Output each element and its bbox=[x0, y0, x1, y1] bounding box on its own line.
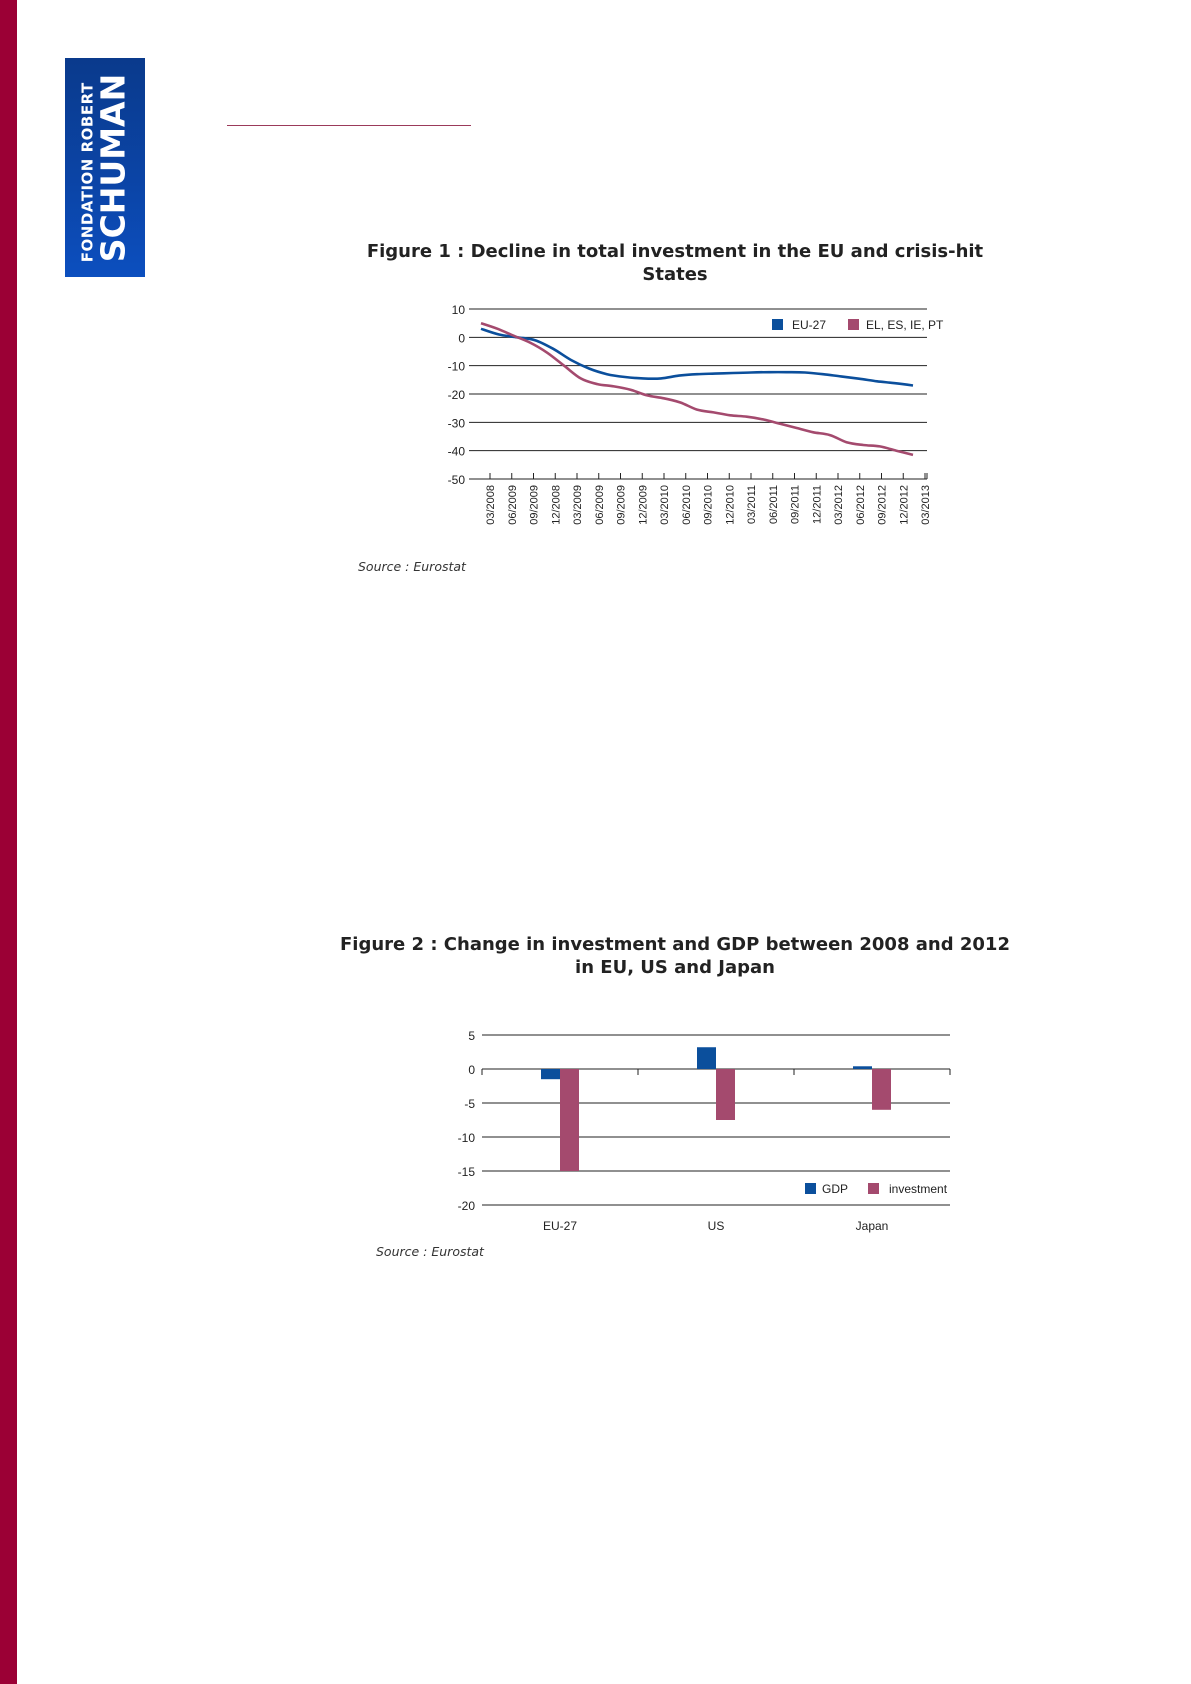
fig2-y-tick-label: -15 bbox=[457, 1165, 475, 1179]
figure-2-source: Source : Eurostat bbox=[376, 1244, 484, 1259]
fig1-x-tick-label: 12/2008 bbox=[550, 485, 563, 525]
fig1-x-tick-label: 03/2010 bbox=[659, 485, 671, 525]
fig1-x-tick-label: 03/2013 bbox=[920, 485, 932, 525]
fig2-bar-investment-eu-27 bbox=[560, 1069, 579, 1171]
figure-1-source: Source : Eurostat bbox=[358, 559, 466, 574]
fig2-y-tick-label: -10 bbox=[457, 1131, 475, 1145]
fig1-x-tick-label: 06/2009 bbox=[506, 485, 519, 525]
fig2-bar-gdp-japan bbox=[853, 1066, 872, 1069]
fig1-x-tick-label: 03/2012 bbox=[833, 485, 845, 525]
fig1-x-tick-label: 12/2011 bbox=[811, 485, 824, 524]
fig2-y-tick-label: -20 bbox=[457, 1199, 475, 1213]
fig1-x-tick-label: 06/2011 bbox=[767, 485, 780, 524]
fig1-x-tick-label: 12/2009 bbox=[637, 485, 650, 525]
fig1-x-tick-label: 09/2009 bbox=[528, 485, 541, 525]
fig1-legend-label: EU-27 bbox=[792, 318, 827, 332]
fig2-y-tick-label: 5 bbox=[468, 1029, 475, 1043]
fig2-legend-swatch bbox=[805, 1183, 816, 1194]
fig1-x-tick-label: 12/2012 bbox=[898, 485, 911, 525]
fig1-y-tick-label: -30 bbox=[447, 416, 465, 431]
fig1-x-tick-label: 09/2009 bbox=[615, 485, 628, 525]
fig1-x-tick-label: 09/2011 bbox=[789, 485, 802, 524]
fig1-legend-label: EL, ES, IE, PT bbox=[866, 318, 944, 332]
fig1-x-tick-label: 03/2009 bbox=[572, 485, 584, 525]
fig2-category-label: US bbox=[707, 1219, 725, 1233]
fig2-bar-gdp-us bbox=[697, 1047, 716, 1069]
fig2-legend-swatch bbox=[868, 1183, 879, 1194]
fig1-x-tick-label: 09/2010 bbox=[702, 485, 715, 525]
fig1-x-tick-label: 06/2009 bbox=[593, 485, 606, 525]
fig1-y-tick-label: -50 bbox=[447, 473, 465, 487]
fig2-category-label: Japan bbox=[855, 1219, 889, 1233]
figure-2-title: Figure 2 : Change in investment and GDP between 2008 and 2012 in EU, US and Japan bbox=[340, 934, 1010, 978]
figure-1-title: Figure 1 : Decline in total investment in the EU and crisis-hit States bbox=[366, 241, 984, 285]
fig1-y-tick-label: -40 bbox=[447, 444, 465, 459]
fig1-x-tick-label: 06/2010 bbox=[680, 485, 693, 525]
fig1-x-tick-label: 06/2012 bbox=[854, 485, 867, 525]
fig2-y-tick-label: 0 bbox=[468, 1063, 475, 1077]
logo-line-2: SCHUMAN bbox=[93, 73, 133, 263]
fig2-bar-investment-us bbox=[716, 1069, 735, 1120]
fig1-y-tick-label: -20 bbox=[447, 388, 465, 402]
fig1-y-tick-label: -10 bbox=[447, 359, 465, 374]
fig1-y-tick-label: 0 bbox=[458, 331, 465, 346]
fig1-x-tick-label: 09/2012 bbox=[876, 485, 889, 525]
fig2-legend-label: investment bbox=[889, 1182, 948, 1196]
fig1-y-tick-label: 10 bbox=[451, 303, 465, 317]
fig1-x-tick-label: 03/2011 bbox=[746, 485, 758, 524]
fig2-bar-investment-japan bbox=[872, 1069, 891, 1110]
logo-line-1: FONDATION ROBERT bbox=[78, 82, 97, 263]
fig1-x-tick-label: 03/2008 bbox=[485, 485, 497, 525]
fig1-x-tick-label: 12/2010 bbox=[724, 485, 737, 525]
fig2-legend-label: GDP bbox=[822, 1182, 849, 1196]
fig2-category-label: EU-27 bbox=[542, 1219, 578, 1233]
fig2-y-tick-label: -5 bbox=[464, 1097, 475, 1111]
fig2-bar-gdp-eu-27 bbox=[541, 1069, 560, 1079]
